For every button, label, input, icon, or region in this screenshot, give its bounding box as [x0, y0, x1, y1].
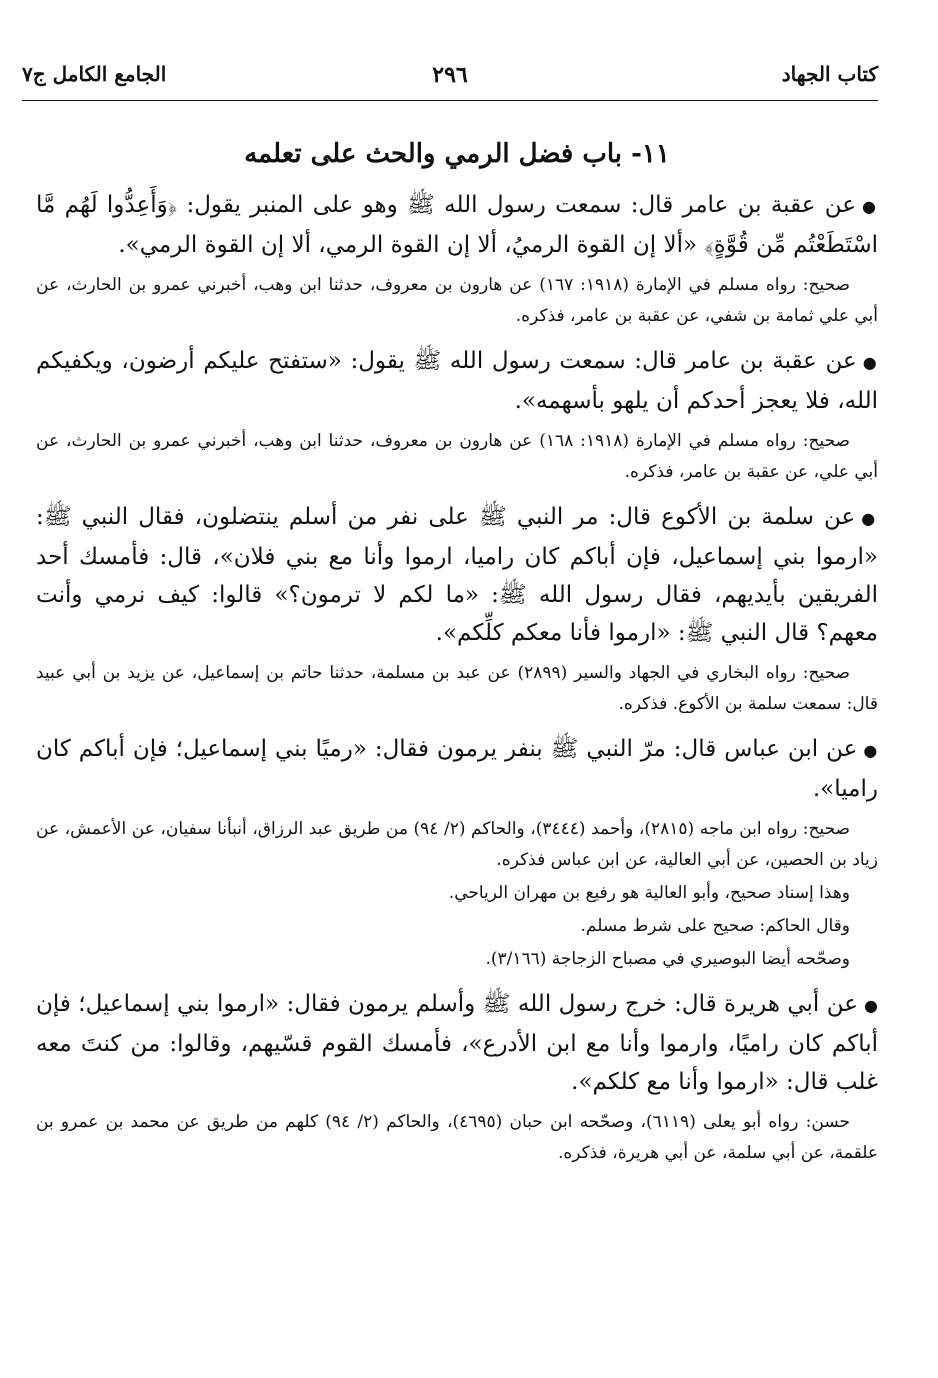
takhrij-note: صحيح: رواه مسلم في الإمارة (١٩١٨: ١٦٧) عن هارون بن معروف، حدثنا ابن وهب، أخبرني عمرو بن الحارث، عن أبي علي ثمامة بن شفي، عن عقبة بن عامر، فذكره.: [36, 275, 878, 326]
bullet-icon: ●: [862, 197, 878, 216]
book-volume-title: الجامع الكامل ج٧: [22, 62, 167, 86]
hadith-text: عن أبي هريرة قال: خرج رسول الله ﷺ وأسلم يرمون فقال: «ارموا بني إسماعيل؛ فإن أباكم كان راميًا، وارموا وأنا مع ابن الأدرع»، فأمسك القوم قسّيهم، وقالوا: من كنتَ معه غلب قال: «ارموا وأنا مع كلكم».: [36, 991, 878, 1095]
bullet-icon: ●: [863, 996, 878, 1015]
bullet-icon: ●: [863, 741, 878, 760]
hadith-paragraph: [36, 342, 878, 420]
hadith-text: عن سلمة بن الأكوع قال: مر النبي ﷺ على نفر من أسلم ينتضلون، فقال النبي ﷺ: «ارموا بني إسماعيل، فإن أباكم كان راميا، ارموا وأنا مع بني فلان»، قال: فأمسك أحد الفريقين بأيديهم، فقال رسول الله ﷺ: «ما لكم لا ترمون؟» قالوا: كيف نرمي وأنت معهم؟ قال النبي ﷺ: «ارموا فأنا معكم كلِّكم».: [36, 504, 878, 646]
hadith-text: عن عقبة بن عامر قال: سمعت رسول الله ﷺ وهو على المنبر يقول: ﴿وَأَعِدُّوا لَهُم مَّا اسْتَطَعْتُم مِّن قُوَّةٍ﴾ «ألا إن القوة الرميُ، ألا إن القوة الرمي، ألا إن القوة الرمي».: [36, 192, 878, 258]
chapter-title: ١١- باب فضل الرمي والحث على تعلمه: [244, 139, 670, 169]
page-number: ٢٩٦: [432, 62, 468, 88]
bullet-icon: ●: [861, 509, 878, 528]
takhrij-note: وهذا إسناد صحيح، وأبو العالية هو رفيع بن مهران الرياحي.: [448, 883, 850, 903]
hadith-paragraph: [36, 498, 878, 652]
takhrij-note: وقال الحاكم: صحيح على شرط مسلم.: [580, 916, 850, 936]
hadith-paragraph: [36, 985, 878, 1101]
hadith-paragraph: [36, 186, 878, 264]
book-section-title: كتاب الجهاد: [781, 62, 878, 86]
hadith-text: عن عقبة بن عامر قال: سمعت رسول الله ﷺ يقول: «ستفتح عليكم أرضون، ويكفيكم الله، فلا يعجز أحدكم أن يلهو بأسهمه».: [36, 348, 878, 414]
hadith-paragraph: [36, 730, 878, 808]
bullet-icon: ●: [862, 353, 878, 372]
takhrij-note: وصحّحه أيضا البوصيري في مصباح الزجاجة (٣/١٦٦).: [485, 949, 850, 969]
takhrij-note: صحيح: رواه مسلم في الإمارة (١٩١٨: ١٦٨) عن هارون بن معروف، حدثنا ابن وهب، أخبرني عمرو بن الحارث، عن أبي علي، عن عقبة بن عامر، فذكره.: [36, 431, 878, 482]
takhrij-note: صحيح: رواه البخاري في الجهاد والسير (٢٨٩٩) عن عبد بن مسلمة، حدثنا حاتم بن إسماعيل، عن يزيد بن أبي عبيد قال: سمعت سلمة بن الأكوع. فذكره.: [36, 663, 878, 714]
hadith-text: عن ابن عباس قال: مرّ النبي ﷺ بنفر يرمون فقال: «رميًا بني إسماعيل؛ فإن أباكم كان راميا».: [36, 736, 878, 802]
takhrij-note: صحيح: رواه ابن ماجه (٢٨١٥)، وأحمد (٣٤٤٤)، والحاكم (٢/ ٩٤) من طريق عبد الرزاق، أنبأنا سفيان، عن الأعمش، عن زياد بن الحصين، عن أبي العالية، عن ابن عباس فذكره.: [36, 819, 878, 870]
takhrij-note: حسن: رواه أبو يعلى (٦١١٩)، وصحّحه ابن حبان (٤٦٩٥)، والحاكم (٢/ ٩٤) كلهم من طريق عن محمد بن عمرو بن علقمة، عن أبي سلمة، عن أبي هريرة، فذكره.: [36, 1112, 878, 1163]
page-header: [22, 56, 878, 101]
page-content: [36, 130, 878, 1179]
